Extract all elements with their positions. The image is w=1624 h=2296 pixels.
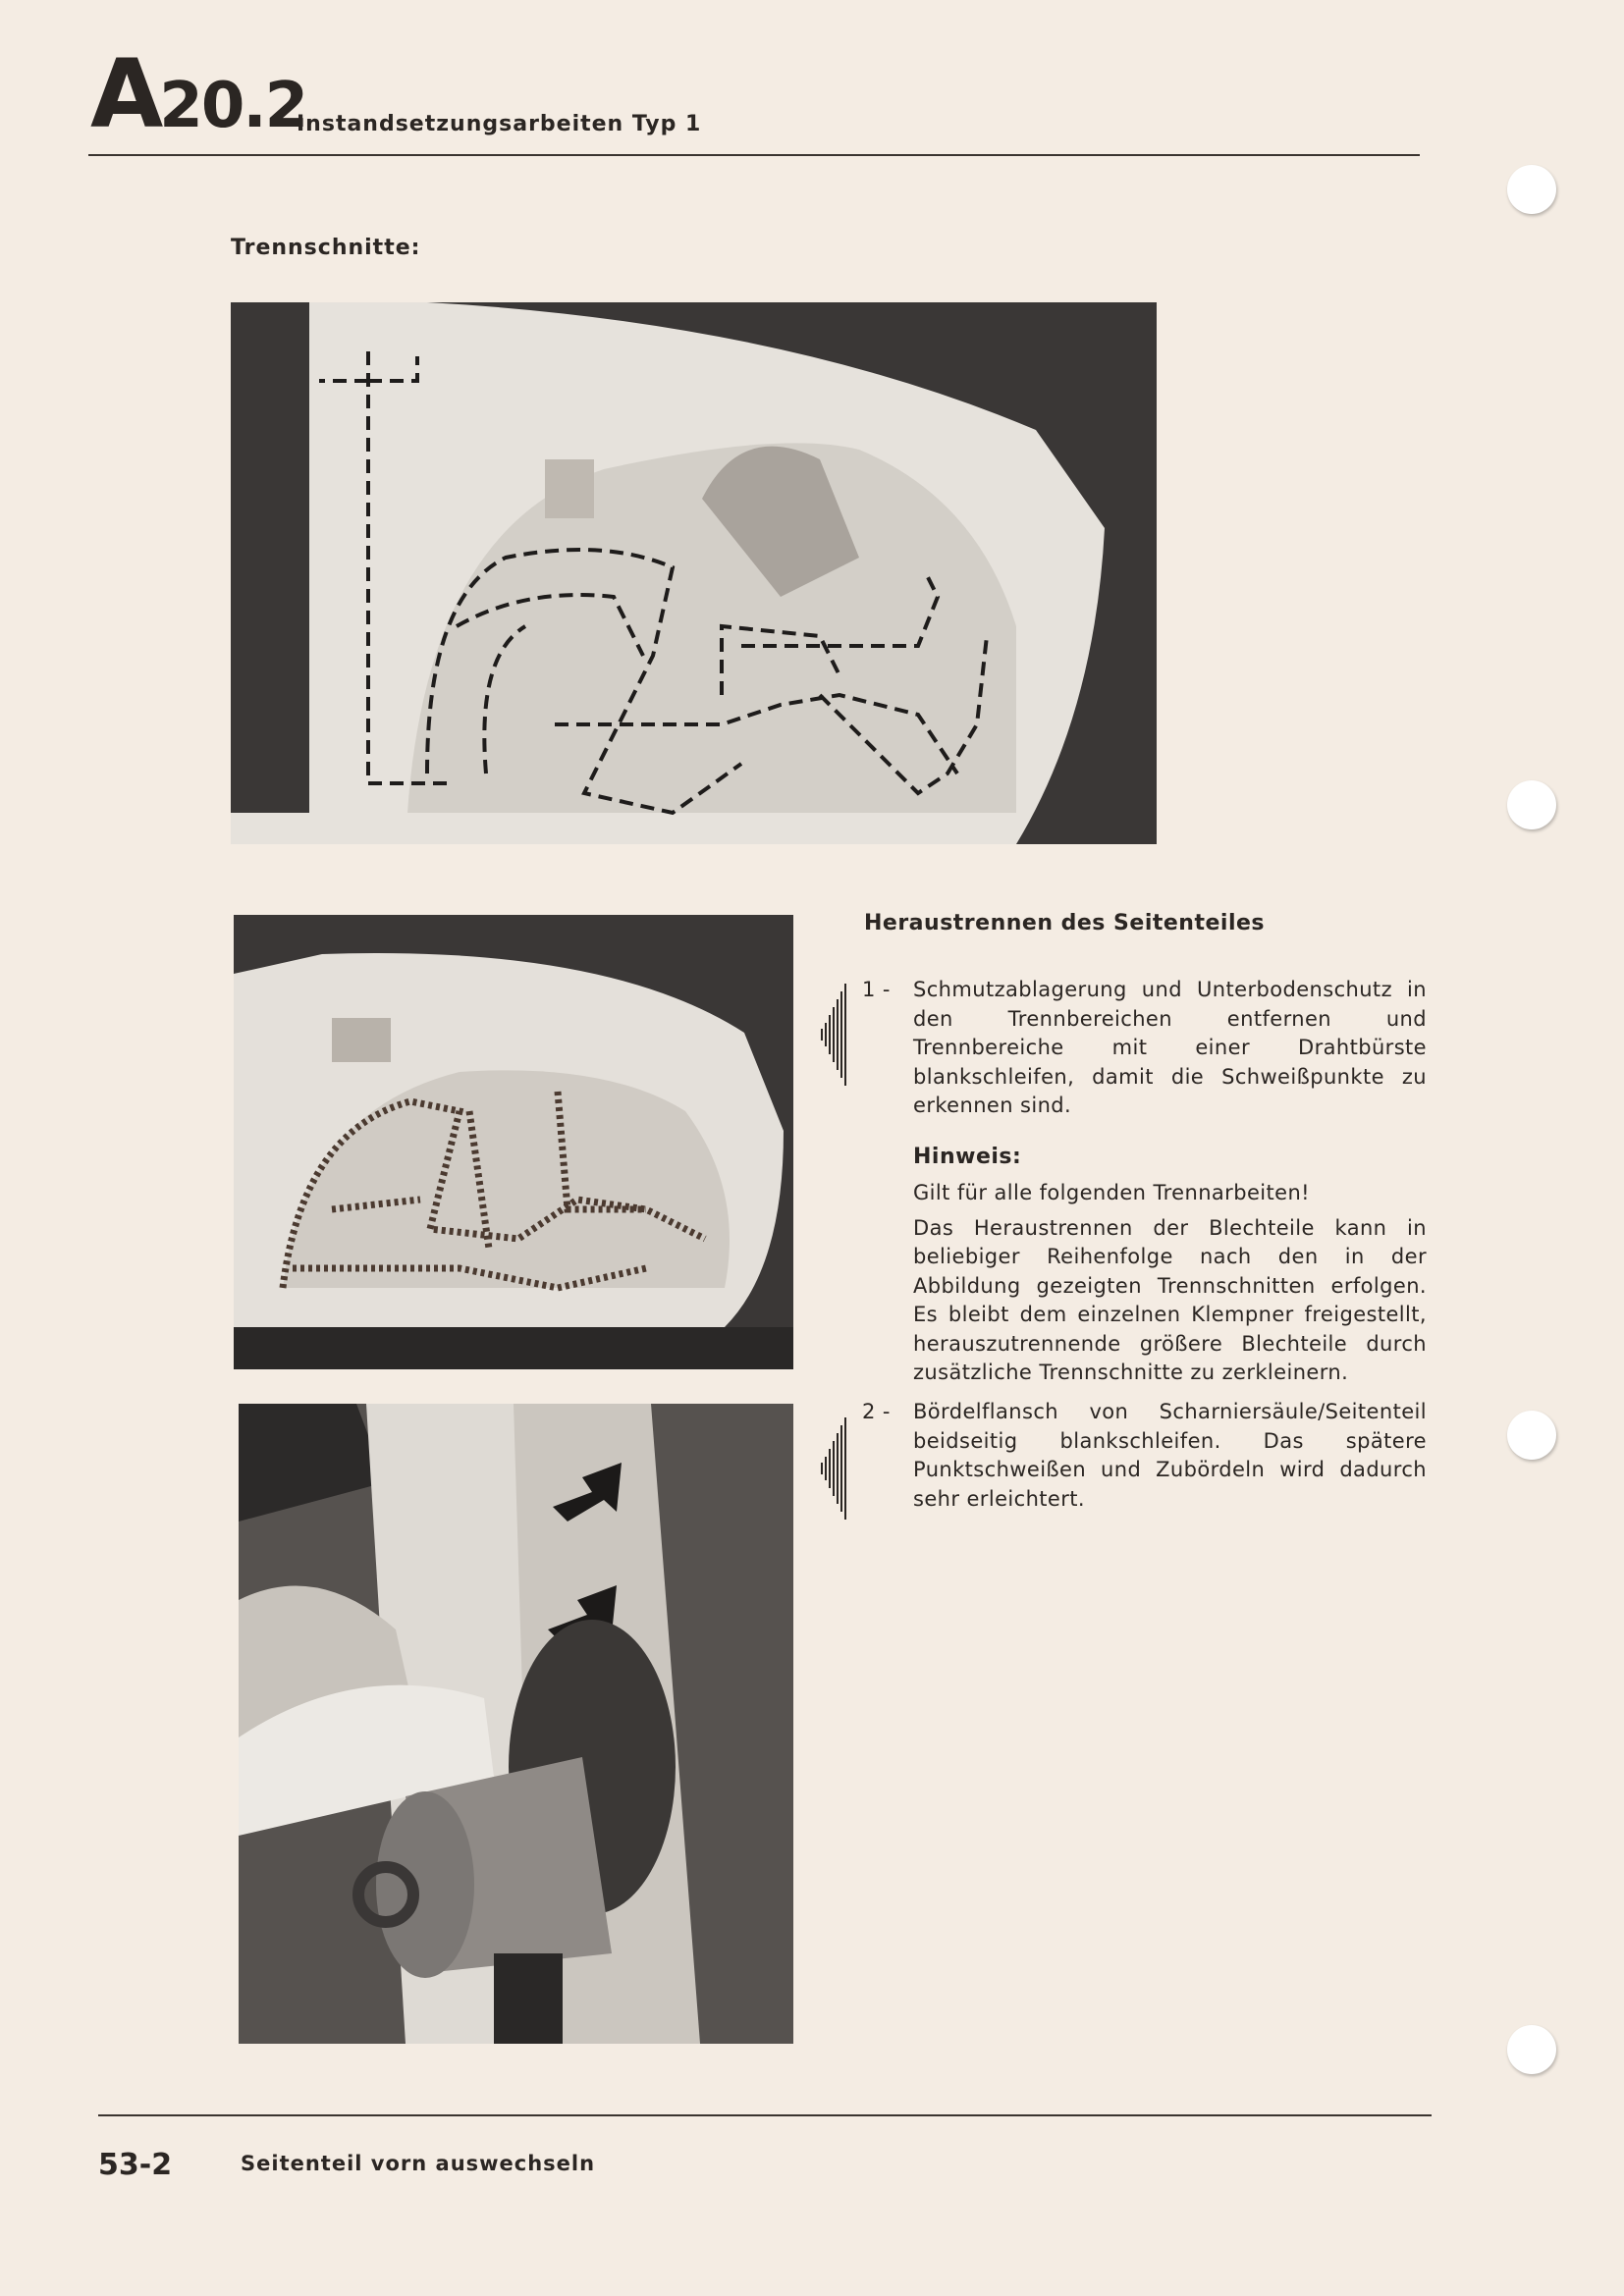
step-text: Schmutzablagerung und Unterbodenschutz in den Trennbereichen entfernen und Trennbereiche mit einer Drahtbürste blankschleifen, damit die Schweißpunkte zu erkennen sind. [913, 978, 1427, 1117]
footer-rule [98, 2114, 1432, 2116]
procedure-heading: Heraustrennen des Seitenteiles [864, 911, 1266, 935]
header-title: Instandsetzungsarbeiten Typ 1 [297, 112, 702, 136]
step-1 [862, 976, 1427, 1394]
punch-hole [1507, 2025, 1556, 2074]
step-text: Bördelflansch von Scharniersäule/Seitenteil beidseitig blankschleifen. Das spätere Punktschweißen und Zubördeln wird dadurch sehr erleichtert. [913, 1400, 1427, 1511]
section-title: Trennschnitte: [231, 236, 421, 260]
step-number: 2 - [862, 1400, 891, 1423]
step-2 [862, 1398, 1427, 1514]
note-title: Hinweis: [913, 1144, 1022, 1169]
photo-grinding [239, 1404, 793, 2044]
page-number: 53-2 [98, 2148, 173, 2182]
section-code-letter: A [90, 39, 160, 149]
step-number: 1 - [862, 978, 891, 1001]
punch-hole [1507, 780, 1556, 829]
section-code-number: 20.2 [159, 70, 307, 142]
section-code [90, 39, 307, 149]
step-marker-arrow-icon [812, 1414, 849, 1523]
punch-hole [1507, 1411, 1556, 1460]
header-rule [88, 154, 1420, 156]
note-paragraph: Das Heraustrennen der Blechteile kann in beliebiger Reihenfolge nach den in der Abbildung gezeigten Trennschnitten erfolgen. Es bleibt dem einzelnen Klempner freigestellt, herauszutrennende größere Blechteile durch zusätzliche Trennschnitte zu zerkleinern. [913, 1215, 1427, 1384]
footer-title: Seitenteil vorn auswechseln [241, 2152, 596, 2175]
punch-hole [1507, 165, 1556, 214]
note-paragraph: Gilt für alle folgenden Trennarbeiten! [913, 1181, 1310, 1204]
photo-cut-lines [231, 302, 1157, 844]
photo-weld-points [234, 915, 793, 1369]
step-marker-arrow-icon [812, 980, 849, 1090]
